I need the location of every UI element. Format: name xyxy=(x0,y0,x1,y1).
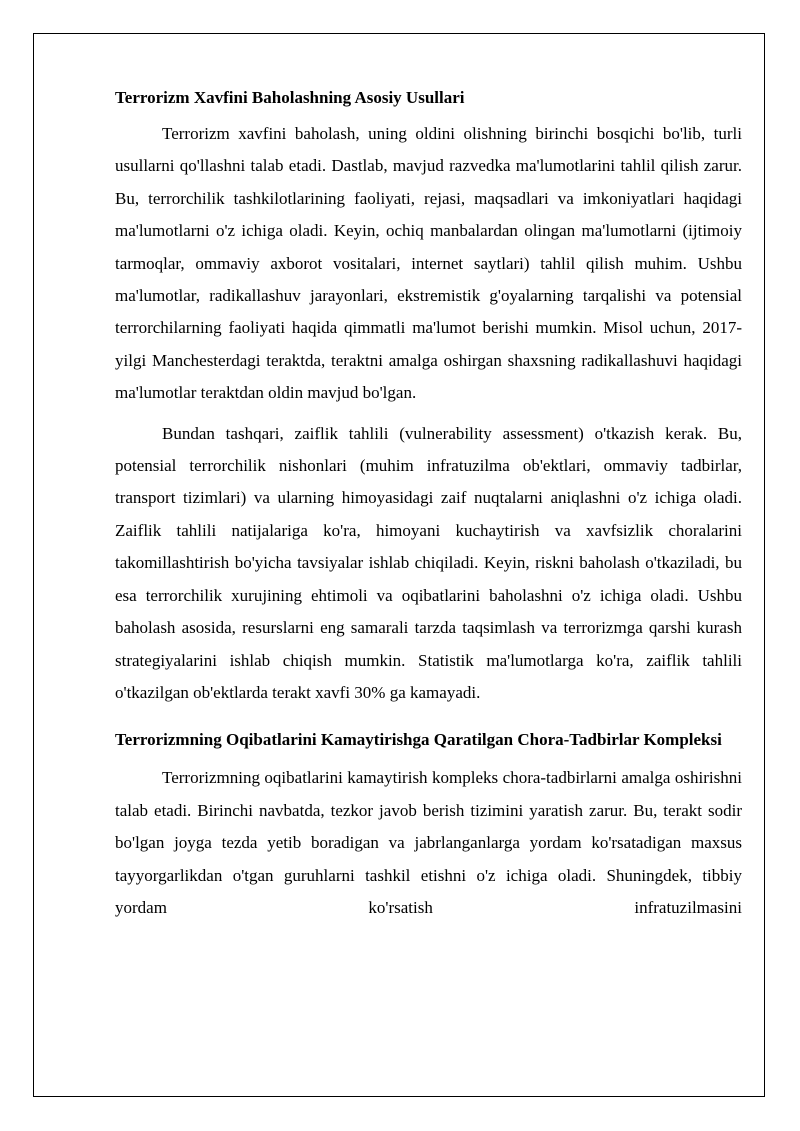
paragraph-intelligence-analysis: Terrorizm xavfini baholash, uning oldini olishning birinchi bosqichi bo'lib, turli usullarni qo'llashni talab etadi. Dastlab, mavjud razvedka ma'lumotlarini tahlil qilish zarur. Bu, terrorchilik tashkilotlarining faoliyati, rejasi, maqsadlari va imkoniyatlari haqidagi ma'lumotlarni o'z ichiga oladi. Keyin, ochiq manbalardan olingan ma'lumotlarni (ijtimoiy tarmoqlar, ommaviy axborot vositalari, internet saytlari) tahlil qilish muhim. Ushbu ma'lumotlar, radikallashuv jarayonlari, ekstremistik g'oyalarning tarqalishi va potensial terrorchilarning faoliyati haqida qimmatli ma'lumot berishi mumkin. Misol uchun, 2017-yilgi Manchesterdagi teraktda, teraktni amalga oshirgan shaxsning radikallashuvi haqidagi ma'lumotlar teraktdan oldin mavjud bo'lgan. xyxy=(115,124,742,403)
paragraph-rapid-response: Terrorizmning oqibatlarini kamaytirish kompleks chora-tadbirlarni amalga oshirishni talab etadi. Birinchi navbatda, tezkor javob berish tizimini yaratish zarur. Bu, terakt sodir bo'lgan joyga tezda yetib boradigan va jabrlanganlarga yordam ko'rsatadigan maxsus tayyorgarlikdan o'tgan guruhlarni tashkil etishni o'z ichiga oladi. Shuningdek, tibbiy yordam ko'rsatish infratuzilmasini xyxy=(115,768,742,917)
document-body xyxy=(115,86,742,932)
section-heading-risk-assessment: Terrorizm Xavfini Baholashning Asosiy Usullari xyxy=(115,88,465,107)
paragraph-vulnerability-assessment: Bundan tashqari, zaiflik tahlili (vulnerability assessment) o'tkazish kerak. Bu, potensial terrorchilik nishonlari (muhim infratuzilma ob'ektlari, ommaviy tadbirlar, transport tizimlari) va ularning himoyasidagi zaif nuqtalarni aniqlashni o'z ichiga oladi. Zaiflik tahlili natijalariga ko'ra, himoyani kuchaytirish va xavfsizlik choralarini takomillashtirish bo'yicha tavsiyalar ishlab chiqiladi. Keyin, riskni baholash o'tkaziladi, bu esa terrorchilik xurujining ehtimoli va oqibatlarini baholashni o'z ichiga oladi. Ushbu baholash asosida, resurslarni eng samarali tarzda taqsimlash va terrorizmga qarshi kurash strategiyalarini ishlab chiqish mumkin. Statistik ma'lumotlarga ko'ra, zaiflik tahlili o'tkazilgan ob'ektlarda terakt xavfi 30% ga kamayadi. xyxy=(115,423,742,702)
section-heading-consequence-mitigation: Terrorizmning Oqibatlarini Kamaytirishga Qaratilgan Chora-Tadbirlar Kompleksi xyxy=(115,730,722,750)
